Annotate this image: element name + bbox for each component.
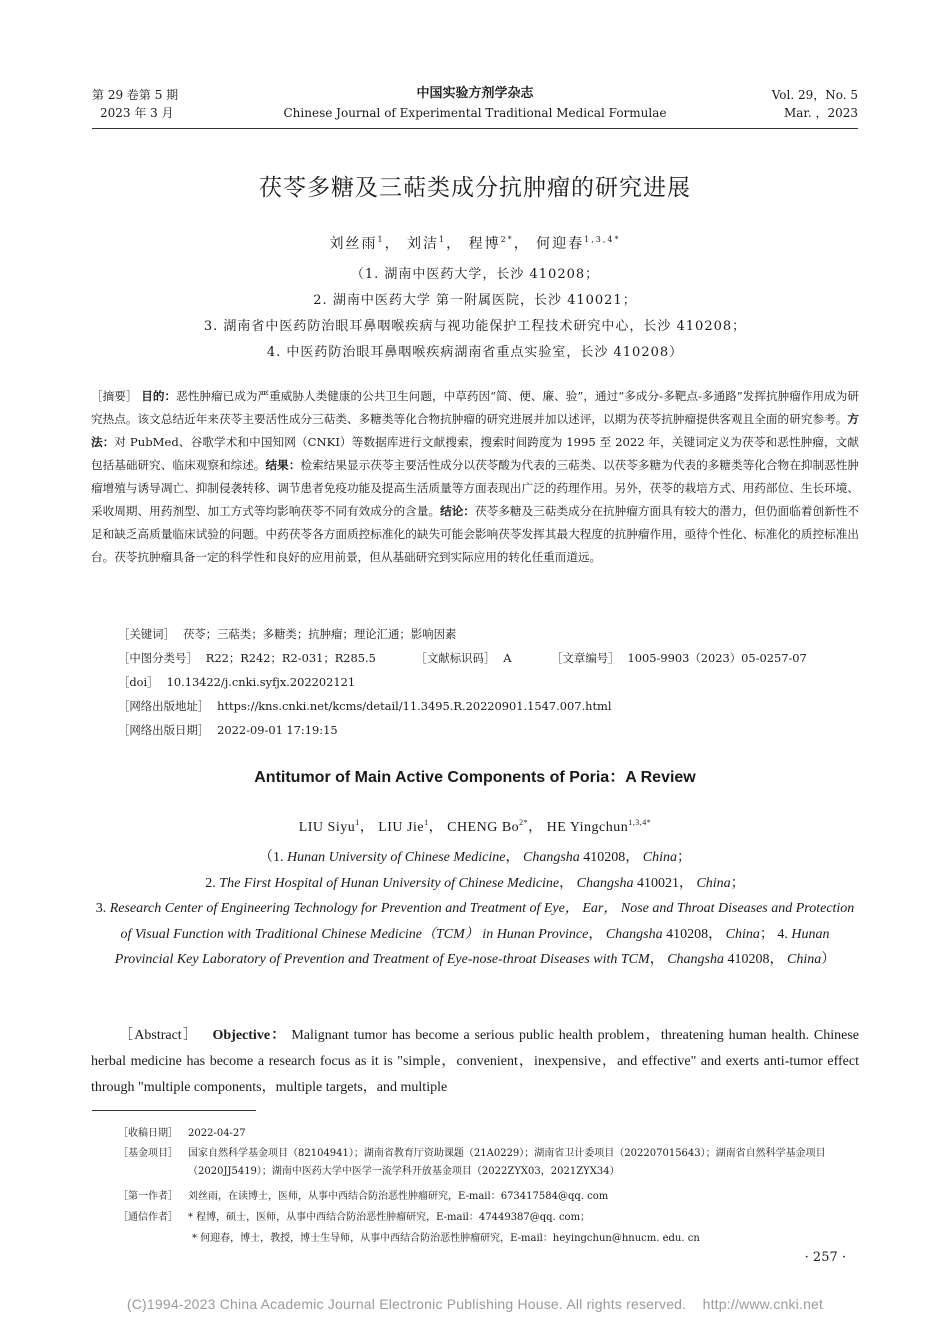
footnote-first-author xyxy=(118,1188,858,1206)
author-affiliation-mark: 1 xyxy=(439,235,447,244)
affiliation-country: China xyxy=(725,926,760,942)
affiliation-city: Changsha xyxy=(522,850,580,865)
author-affiliation-mark: 1 xyxy=(355,818,360,827)
affiliation-end: ） xyxy=(821,952,836,967)
affiliation-country: China xyxy=(786,952,822,967)
clc-label: ［中图分类号］ xyxy=(118,651,198,665)
abstract-label-en: ［Abstract］ xyxy=(119,1028,199,1043)
affiliation-institution: Research Center of Engineering Technology for Prevention and Treatment of Eye， Ear， Nose and Throat Diseases and Protection of Visual Function with Traditional Chinese Medicine（TCM） in Hunan Province xyxy=(109,901,855,942)
copyright-watermark: (C)1994-2023 China Academic Journal Electronic Publishing House. All rights reserved. http://www.cnki.net xyxy=(126,1296,824,1312)
affiliation-end: ； xyxy=(677,850,692,865)
author-affiliation-mark: 2* xyxy=(519,818,529,827)
author-name: 程博 xyxy=(468,236,501,252)
author-name: 刘洁 xyxy=(407,236,440,252)
footnote-corresponding-2 xyxy=(118,1230,858,1248)
author-separator: ， xyxy=(446,236,463,252)
doi-label: ［doi］ xyxy=(118,675,159,689)
author-name: 刘丝雨 xyxy=(329,236,378,252)
affiliation-institution: The First Hospital of Hunan University of Chinese Medicine xyxy=(219,875,560,891)
method-text: 对 PubMed、谷歌学术和中国知网（CNKI）等数据库进行文献搜索，搜索时间跨度为 1995 至 2022 年，关键词定义为茯苓和恶性肿瘤，文献包括基础研究、临床观察和综述。 xyxy=(91,435,859,472)
abstract-en xyxy=(91,1023,859,1101)
header-date: 2023 年 3 月 xyxy=(100,106,174,120)
corresponding-author-1: * 程博，硕士，医师，从事中西结合防治恶性肿瘤研究，E-mail：47449387@qq. com； xyxy=(188,1212,591,1223)
online-date-row xyxy=(118,721,858,739)
header-volume-issue: 第 29 卷第 5 期 xyxy=(92,88,179,102)
affiliation-postcode: 410021， xyxy=(633,875,693,891)
affiliations-cn xyxy=(0,262,950,366)
affiliation-number: 3. xyxy=(95,901,110,916)
affiliation-number: 2. xyxy=(205,875,220,891)
footnote-corresponding xyxy=(118,1209,858,1227)
received-label: ［收稿日期］ xyxy=(118,1128,178,1139)
author-separator: ， xyxy=(528,820,543,835)
objective-label: 目的： xyxy=(141,389,177,403)
affiliation-postcode: 410208， xyxy=(662,926,723,942)
keywords-row xyxy=(118,625,858,643)
header-month: Mar. ，2023 xyxy=(783,106,858,120)
first-author-label: ［第一作者］ xyxy=(118,1191,178,1202)
journal-name-en: Chinese Journal of Experimental Traditional Medical Formulae xyxy=(283,106,667,120)
abstract-text-en: Malignant tumor has become a serious public health problem，threatening human health. Chinese herbal medicine has become a research focus as it is "simple，convenient，inexpensive，and effective" and exerts anti-tumor effect through "multiple components，multiple targets，and multiple xyxy=(91,1028,860,1095)
first-author-text: 刘丝雨，在读博士，医师，从事中西结合防治恶性肿瘤研究，E-mail：673417584@qq. com xyxy=(188,1191,609,1202)
affiliation-city: Changsha xyxy=(667,952,724,967)
classification-row xyxy=(118,649,858,667)
affiliation-number: 4. xyxy=(777,926,792,942)
corresponding-label: ［通信作者］ xyxy=(118,1212,178,1223)
header-volume-en xyxy=(772,86,858,122)
author-affiliation-mark: 1,3,4* xyxy=(584,235,621,244)
online-url-row xyxy=(118,697,858,715)
article-title-en: Antitumor of Main Active Components of Poria：A Review xyxy=(254,769,696,786)
online-date-label: ［网络出版日期］ xyxy=(118,723,210,737)
corresponding-author-2: * 何迎春，博士，教授，博士生导师，从事中西结合防治恶性肿瘤研究，E-mail：heyingchun@hnucm. edu. cn xyxy=(192,1233,700,1244)
affiliation-line: 4. 中医药防治眼耳鼻咽喉疾病湖南省重点实验室，长沙 410208） xyxy=(266,345,684,360)
author-name: HE Yingchun xyxy=(546,820,629,835)
result-text: 检索结果显示茯苓主要活性成分以茯苓酸为代表的三萜类、以茯苓多糖为代表的多糖类等化合物在抑制恶性肿瘤增殖与诱导凋亡、抑制侵袭转移、调节患者免疫功能及提高生活质量等方面表现出广泛的药理作用。另外，茯苓的栽培方式、用药部位、生长环境、采收周期、用药剂型、加工方式等均影响茯苓不同有效成分的含量。 xyxy=(91,458,859,518)
doc-code-label: ［文献标识码］ xyxy=(415,651,496,665)
author-name: 何迎春 xyxy=(536,236,585,252)
affiliation-country: China xyxy=(642,850,678,865)
affiliations-en: （1. Hunan University of Chinese Medicine， Changsha 410208， China； 2. The First Hospital of Hunan University of Chinese Medicine， Changsha 410021， China； 3. Research Center of Engineering Technology for Prevention and Treatment of Eye， Ear， Nose and Throat Diseases and Protection of Visual Function with Traditional Chinese Medicine（TCM） in Hunan Province， Changsha 410208， China； 4. Hunan Provincial Key Laboratory of Prevention and Treatment of Eye-nose-throat Diseases with TCM， Changsha 410208， China） xyxy=(95,850,855,967)
header-rule xyxy=(92,128,858,129)
affiliation-institution: Hunan University of Chinese Medicine xyxy=(286,850,506,865)
objective-text: 恶性肿瘤已成为严重威胁人类健康的公共卫生问题，中草药因“简、便、廉、验”，通过“多成分-多靶点-多通路”发挥抗肿瘤作用成为研究热点。该文总结近年来茯苓主要活性成分三萜类、多糖类等化合物抗肿瘤的研究进展并加以述评，以期为茯苓抗肿瘤提供客观且全面的研究参考。 xyxy=(91,389,859,426)
affiliation-postcode: 410208， xyxy=(723,952,784,967)
affiliation-institution: Hunan Provincial Key Laboratory of Prevention and Treatment of Eye-nose-throat Diseases with TCM xyxy=(114,926,830,967)
article-number-value: 1005-9903（2023）05-0257-07 xyxy=(627,651,807,665)
footnote-received xyxy=(118,1125,858,1143)
online-url-link[interactable]: https://kns.cnki.net/kcms/detail/11.3495.R.20220901.1547.007.html xyxy=(217,699,612,713)
conclusion-label: 结论： xyxy=(440,504,476,518)
method-label: 方法： xyxy=(91,412,859,449)
conclusion-text: 茯苓多糖及三萜类成分在抗肿瘤方面具有较大的潜力，但仍面临着创新性不足和缺乏高质量临床试验的问题。中药茯苓各方面质控标准化的缺失可能会影响茯苓发挥其最大程度的抗肿瘤作用，亟待个性化、标准化的质控标准出台。茯苓抗肿瘤具备一定的科学性和良好的应用前景，但从基础研究到实际应用的转化任重而道远。 xyxy=(91,504,859,564)
fund-label: ［基金项目］ xyxy=(118,1148,178,1159)
journal-name-cn: 中国实验方剂学杂志 xyxy=(416,86,534,101)
affiliation-city: Changsha xyxy=(576,875,634,891)
affiliation-line: 2. 湖南中医药大学 第一附属医院，长沙 410021； xyxy=(313,293,637,308)
author-separator: ， xyxy=(359,820,375,835)
affiliation-number: （1. xyxy=(258,850,287,865)
affiliation-end: ； xyxy=(730,875,745,891)
page-number: · 257 · xyxy=(804,1250,846,1265)
objective-label-en: Objective： xyxy=(212,1028,287,1043)
author-separator: ， xyxy=(513,236,530,252)
affiliation-line: 3. 湖南省中医药防治眼耳鼻咽喉疾病与视功能保护工程技术研究中心，长沙 410208； xyxy=(203,319,747,334)
affiliation-postcode: 410208， xyxy=(579,850,640,865)
affiliation-end: ； xyxy=(759,926,774,942)
author-affiliation-mark: 1,3,4* xyxy=(628,818,652,827)
affiliation-line: （1. 湖南中医药大学，长沙 410208； xyxy=(350,267,600,282)
author-affiliation-mark: 1 xyxy=(424,818,429,827)
affiliation-country: China xyxy=(696,875,731,891)
author-separator: ， xyxy=(428,820,444,835)
affiliation-city: Changsha xyxy=(605,926,663,942)
clc-value: R22；R242；R2-031；R285.5 xyxy=(205,651,376,665)
author-name: LIU Jie xyxy=(378,820,425,835)
abstract-cn xyxy=(91,385,859,569)
online-date-value: 2022-09-01 17:19:15 xyxy=(217,723,338,737)
author-list-en xyxy=(0,818,950,838)
author-separator: ， xyxy=(384,236,401,252)
keywords-label: ［关键词］ xyxy=(118,627,175,641)
doc-code-value: A xyxy=(503,651,512,665)
author-name: LIU Siyu xyxy=(298,820,356,835)
footnote-fund xyxy=(118,1145,858,1181)
doi-row xyxy=(118,673,858,691)
author-affiliation-mark: 2* xyxy=(500,235,514,244)
footnote-rule xyxy=(92,1110,256,1111)
article-number-label: ［文章编号］ xyxy=(551,651,620,665)
header-vol-no: Vol. 29，No. 5 xyxy=(771,88,858,102)
online-url-label: ［网络出版地址］ xyxy=(118,699,210,713)
author-name: CHENG Bo xyxy=(447,820,520,835)
author-affiliation-mark: 1 xyxy=(377,235,385,244)
received-date: 2022-04-27 xyxy=(188,1128,246,1139)
doi-value[interactable]: 10.13422/j.cnki.syfjx.202202121 xyxy=(166,675,356,689)
article-title-cn: 茯苓多糖及三萜类成分抗肿瘤的研究进展 xyxy=(259,175,691,201)
keywords-value: 茯苓；三萜类；多糖类；抗肿瘤；理论汇通；影响因素 xyxy=(182,627,457,641)
fund-text: 国家自然科学基金项目（82104941）；湖南省教育厅资助课题（21A0229）；湖南省卫计委项目（202207015643）；湖南省自然科学基金项目（2020JJ5419）；湖南中医药大学中医学一流学科开放基金项目（2022ZYX03，2021ZYX34） xyxy=(188,1148,826,1177)
author-list-cn xyxy=(0,233,950,255)
abstract-label: ［摘要］ xyxy=(91,389,138,403)
result-label: 结果： xyxy=(265,458,301,472)
